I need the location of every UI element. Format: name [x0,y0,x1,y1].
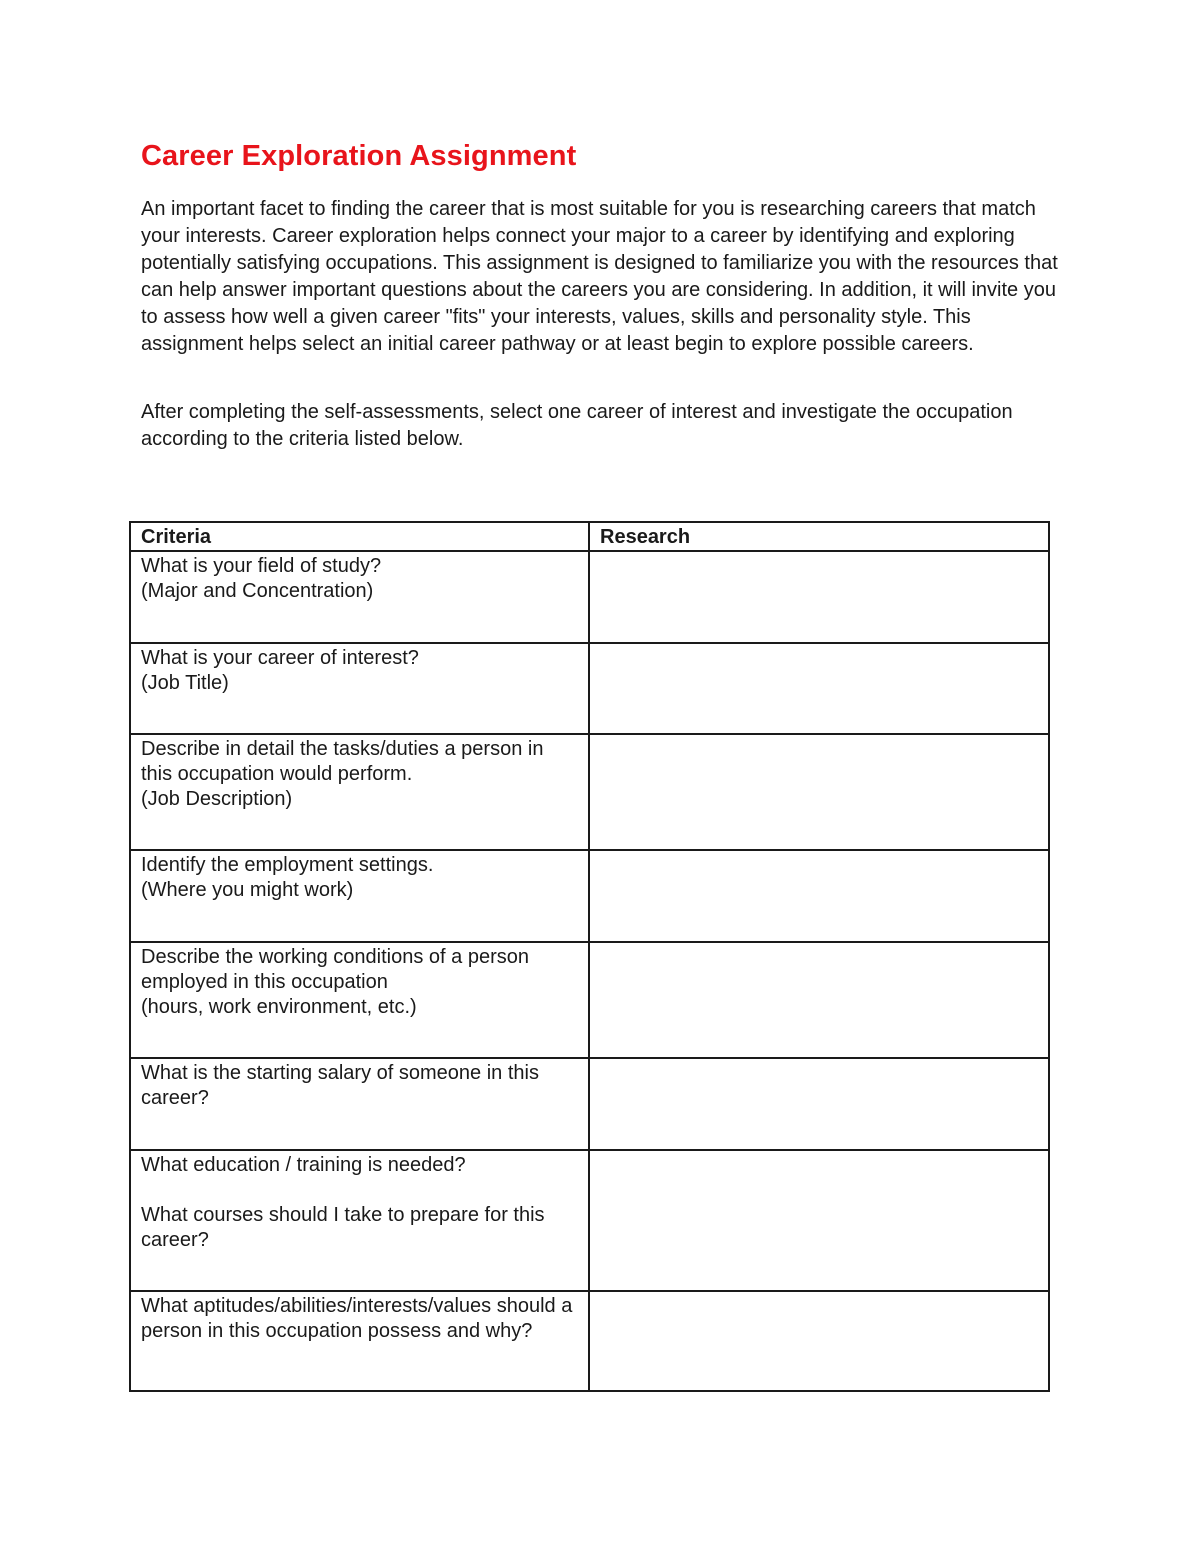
criteria-cell [130,850,589,942]
criteria-cell [130,551,589,643]
research-cell[interactable] [589,1058,1049,1150]
research-cell[interactable] [589,551,1049,643]
instructions-paragraph: After completing the self-assessments, select one career of interest and investigate the occupation according to the criteria listed below. [141,401,1013,450]
document-title: Career Exploration Assignment [141,140,577,172]
criteria-text: What education / training is needed? What courses should I take to prepare for this career? [141,1154,545,1251]
research-cell[interactable] [589,1291,1049,1391]
criteria-cell [130,1150,589,1291]
research-cell[interactable] [589,643,1049,734]
criteria-text: What is your field of study? (Major and Concentration) [141,555,382,602]
criteria-text: Describe in detail the tasks/duties a person in this occupation would perform. (Job Description) [141,738,544,810]
table-row [130,1291,1049,1391]
table-row [130,551,1049,643]
criteria-cell [130,643,589,734]
table-row [130,1058,1049,1150]
research-cell[interactable] [589,734,1049,850]
research-cell[interactable] [589,1150,1049,1291]
criteria-header: Criteria [130,522,589,551]
research-cell[interactable] [589,850,1049,942]
table-row [130,850,1049,942]
criteria-cell [130,1058,589,1150]
criteria-text: Identify the employment settings. (Where you might work) [141,854,434,901]
table-row [130,1150,1049,1291]
criteria-cell [130,1291,589,1391]
criteria-text: What aptitudes/abilities/interests/values should a person in this occupation possess and why? [141,1295,573,1342]
table-row [130,734,1049,850]
criteria-table [129,521,1050,1392]
table-header-row [130,522,1049,551]
criteria-text: What is your career of interest? (Job Title) [141,647,419,694]
table-row [130,942,1049,1058]
criteria-text: What is the starting salary of someone in this career? [141,1062,539,1109]
research-header: Research [589,522,1049,551]
table-row [130,643,1049,734]
criteria-cell [130,734,589,850]
research-cell[interactable] [589,942,1049,1058]
intro-paragraph: An important facet to finding the career that is most suitable for you is researching careers that match your interests. Career exploration helps connect your major to a career by identifying and exploring potentially satisfying occupations. This assignment is designed to familiarize you with the resources that can help answer important questions about the careers you are considering. In addition, it will invite you to assess how well a given career "fits" your interests, values, skills and personality style. This assignment helps select an initial career pathway or at least begin to explore possible careers. [141,198,1058,355]
criteria-cell [130,942,589,1058]
criteria-text: Describe the working conditions of a person employed in this occupation (hours, work environment, etc.) [141,946,529,1018]
